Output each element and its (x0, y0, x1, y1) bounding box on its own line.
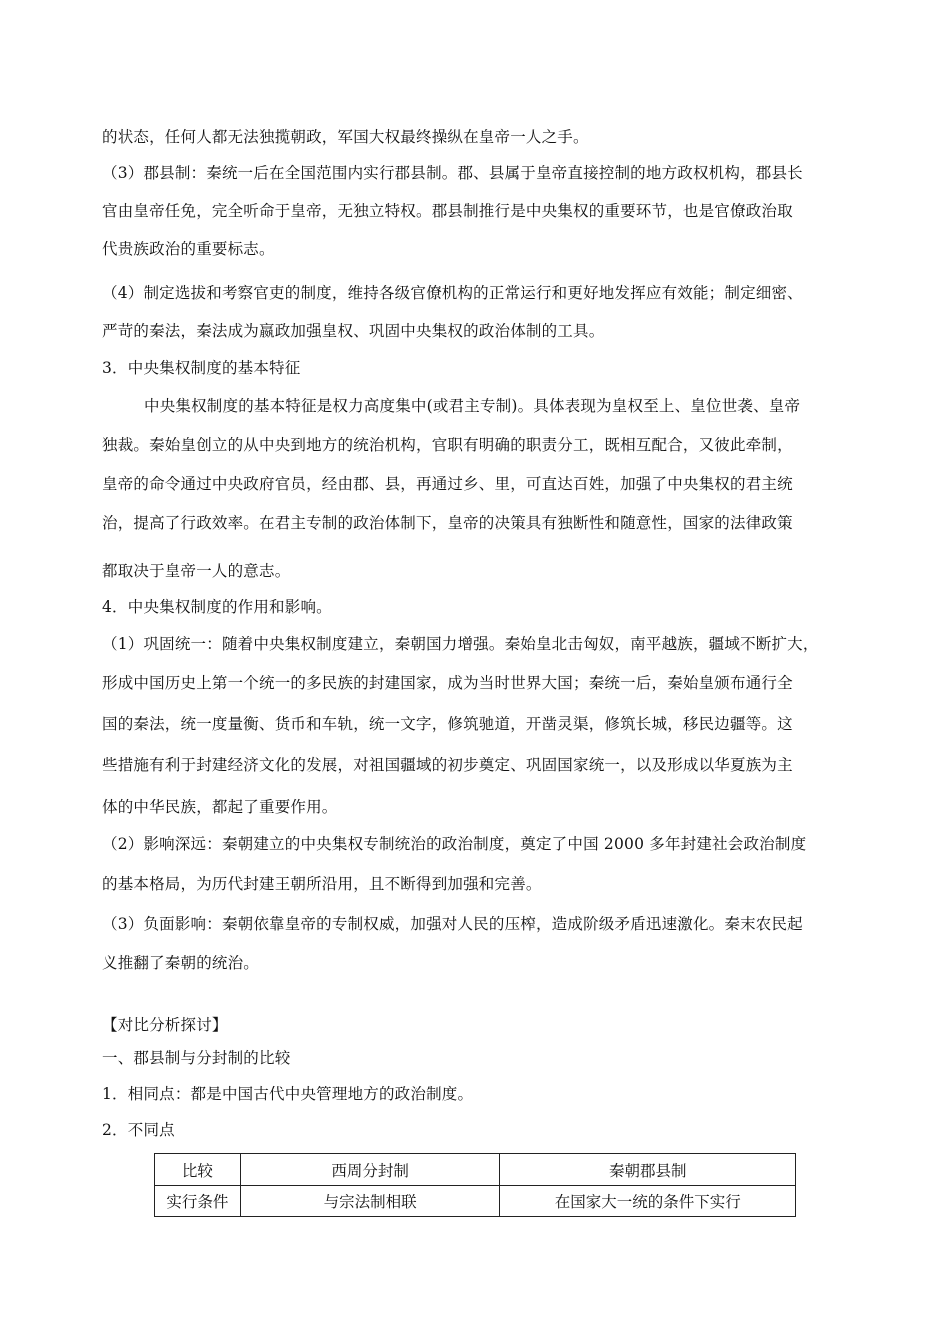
paragraph-line: 代贵族政治的重要标志。 (102, 240, 275, 258)
table-header-cell: 秦朝郡县制 (500, 1154, 796, 1186)
table-header-cell: 西周分封制 (240, 1154, 500, 1186)
paragraph-line: 的基本格局，为历代封建王朝所沿用，且不断得到加强和完善。 (102, 875, 542, 893)
paragraph-line: （3）郡县制：秦统一后在全国范围内实行郡县制。郡、县属于皇帝直接控制的地方政权机构，郡县长 (102, 164, 803, 182)
comparison-heading: 一、郡县制与分封制的比较 (102, 1049, 291, 1067)
table-cell: 实行条件 (155, 1186, 241, 1217)
paragraph-line: 中央集权制度的基本特征是权力高度集中(或君主专制)。具体表现为皇权至上、皇位世袭、皇帝 (144, 397, 801, 415)
paragraph-line: 严苛的秦法，秦法成为嬴政加强皇权、巩固中央集权的政治体制的工具。 (102, 322, 605, 340)
table-row (155, 1186, 796, 1217)
paragraph-line: 皇帝的命令通过中央政府官员，经由郡、县，再通过乡、里，可直达百姓，加强了中央集权的君主统 (102, 475, 793, 493)
paragraph-line: 都取决于皇帝一人的意志。 (102, 562, 291, 580)
paragraph-line: （3）负面影响：秦朝依靠皇帝的专制权威，加强对人民的压榨，造成阶级矛盾迅速激化。秦末农民起 (102, 915, 803, 933)
paragraph-line: 独裁。秦始皇创立的从中央到地方的统治机构，官职有明确的职责分工，既相互配合，又彼此牵制， (102, 436, 793, 454)
paragraph-line: 治，提高了行政效率。在君主专制的政治体制下，皇帝的决策具有独断性和随意性，国家的法律政策 (102, 514, 793, 532)
table-cell: 在国家大一统的条件下实行 (500, 1186, 796, 1217)
paragraph-line: 些措施有利于封建经济文化的发展，对祖国疆域的初步奠定、巩固国家统一，以及形成以华夏族为主 (102, 756, 793, 774)
section-heading: 4．中央集权制度的作用和影响。 (102, 598, 332, 616)
paragraph-line: 体的中华民族，都起了重要作用。 (102, 798, 338, 816)
section-heading: 3．中央集权制度的基本特征 (102, 359, 301, 377)
comparison-table (154, 1153, 796, 1217)
comparison-section-title: 【对比分析探讨】 (102, 1016, 228, 1034)
paragraph-line: 形成中国历史上第一个统一的多民族的封建国家，成为当时世界大国；秦统一后，秦始皇颁布通行全 (102, 674, 793, 692)
paragraph-line: 官由皇帝任免，完全听命于皇帝，无独立特权。郡县制推行是中央集权的重要环节，也是官僚政治取 (102, 202, 793, 220)
similarity-point: 1．相同点：都是中国古代中央管理地方的政治制度。 (102, 1085, 474, 1103)
table-cell: 与宗法制相联 (240, 1186, 500, 1217)
table-header-cell: 比较 (155, 1154, 241, 1186)
paragraph-line: （1）巩固统一：随着中央集权制度建立，秦朝国力增强。秦始皇北击匈奴，南平越族，疆域不断扩大， (102, 635, 819, 653)
paragraph-line: （4）制定选拔和考察官吏的制度，维持各级官僚机构的正常运行和更好地发挥应有效能；制定细密、 (102, 284, 803, 302)
difference-heading: 2．不同点 (102, 1121, 175, 1139)
paragraph-line: 义推翻了秦朝的统治。 (102, 954, 260, 972)
paragraph-line: 的状态，任何人都无法独揽朝政，军国大权最终操纵在皇帝一人之手。 (102, 128, 589, 146)
paragraph-line: （2）影响深远：秦朝建立的中央集权专制统治的政治制度，奠定了中国 2000 多年封建社会政治制度 (102, 835, 807, 853)
table-header-row (155, 1154, 796, 1186)
paragraph-line: 国的秦法，统一度量衡、货币和车轨，统一文字，修筑驰道，开凿灵渠，修筑长城，移民边疆等。这 (102, 715, 793, 733)
